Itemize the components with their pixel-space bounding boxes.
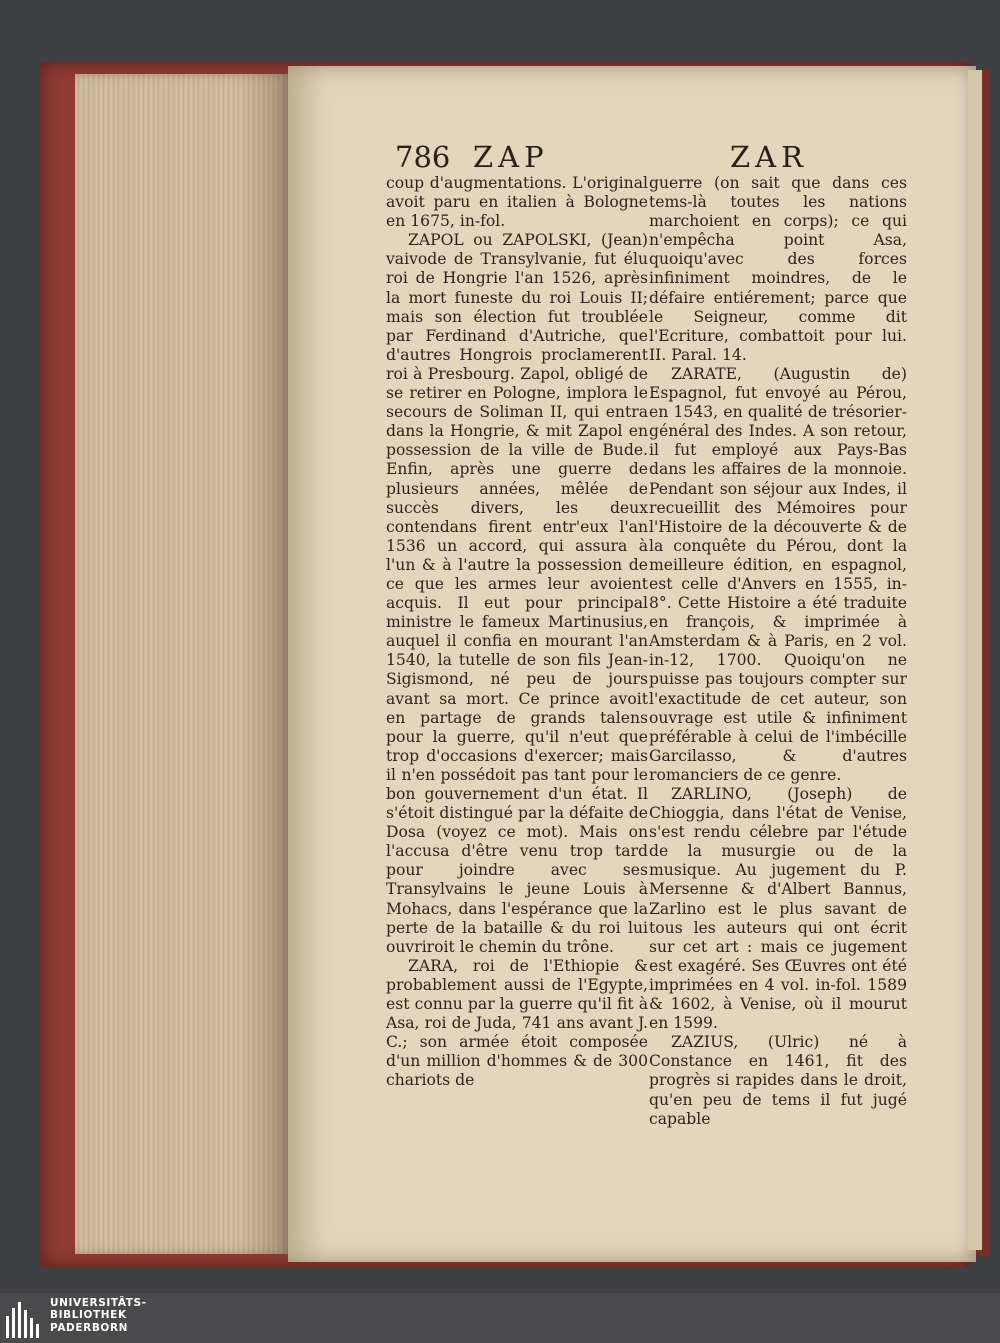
entry-zapol: ZAPOL ou ZAPOLSKI, (Jean) vaivode de Transylvanie, fut élu roi de Hongrie l'an 1526, après la mort funeste du roi Louis II; mais son élection fut troublée par Ferdinand d'Autriche, que d'autres Hongrois proclamerent roi à Presbourg. Zapol, obligé de se retirer en Pologne, implora le secours de Soliman II, qui entra dans la Hongrie, & mit Zapol en possession de la ville de Bude. Enfin, après une guerre de plusieurs années, mêlée de succès divers, les deux contendans firent entr'eux l'an 1536 un accord, qui assura à l'un & à l'autre la possession de ce que les armes leur avoient acquis. Il eut pour principal ministre le fameux Martinusius, auquel il confia en mourant l'an 1540, la tutelle de son fils Jean-Sigismond, né peu de jours avant sa mort. Ce prince avoit en partage de grands talens pour la guerre, qu'il n'eut que trop d'occasions d'exercer; mais il n'en possédoit pas tant pour le bon gouvernement d'un état. Il s'étoit distingué par la défaite de Dosa (voyez ce mot). Mais on l'accusa d'être venu trop tard pour joindre avec ses Transylvains le jeune Louis à Mohacs, dans l'espérance que la perte de la bataille & du roi lui ouvriroit le chemin du trône. [386, 231, 648, 956]
page-gutter-shadow [240, 74, 290, 1254]
logo-line-1: UNIVERSITÄTS- [50, 1297, 147, 1309]
entry-zarate: ZARATE, (Augustin de) Espagnol, fut envoyé au Pérou, en 1543, en qualité de trésorier-général des Indes. A son retour, il fut employé aux Pays-Bas dans les affaires de la monnoie. Pendant son séjour aux Indes, il recueillit des Mémoires pour l'Histoire de la découverte & de la conquête du Pérou, dont la meilleure édition, en espagnol, est celle d'Anvers en 1555, in-8°. Cette Histoire a été traduite en françois, & imprimée à Amsterdam & à Paris, en 2 vol. in-12, 1700. Quoiqu'on ne puisse pas toujours compter sur l'exactitude de cet auteur, son ouvrage est utile & infiniment préférable à celui de l'imbécille Garcilasso, & d'autres romanciers de ce genre. [649, 364, 907, 784]
page-number: 786 [395, 140, 451, 174]
next-page-edge [968, 70, 982, 1250]
logo-line-3: PADERBORN [50, 1321, 129, 1334]
header-left-word: ZAP [473, 140, 549, 174]
entry-zarlino: ZARLINO, (Joseph) de Chioggia, dans l'état de Venise, s'est rendu célebre par l'étude de la musurgie ou de la musique. Au jugement du P. Mersenne & d'Albert Bannus, Zarlino est le plus savant de tous les auteurs qui ont écrit sur cet art : mais ce jugement est exagéré. Ses Œuvres ont été imprimées en 4 vol. in-fol. 1589 & 1602, à Venise, où il mourut en 1599. [649, 785, 907, 1033]
text-column-right [649, 174, 907, 1129]
paragraph: coup d'augmentations. L'original avoit paru en italien à Bologne en 1675, in-fol. [386, 174, 648, 231]
entry-zazius: ZAZIUS, (Ulric) né à Constance en 1461, fit des progrès si rapides dans le droit, qu'en peu de tems il fut jugé capable [649, 1033, 907, 1128]
header-right-word: ZAR [730, 140, 808, 174]
entry-zara: ZARA, roi de l'Ethiopie & probablement aussi de l'Egypte, est connu par la guerre qu'il fit à Asa, roi de Juda, 741 ans avant J. C.; son armée étoit composée d'un million d'hommes & de 300 chariots de [386, 956, 648, 1090]
text-column-left [386, 174, 648, 1091]
paragraph: guerre (on sait que dans ces tems-là toutes les nations marchoient en corps); ce qui n'empêcha point Asa, quoiqu'avec des forces infiniment moindres, de le défaire entiérement; parce que le Seigneur, comme dit l'Ecriture, combattoit pour lui. II. Paral. 14. [649, 174, 907, 364]
library-footer [0, 1293, 1000, 1343]
logo-line-2: BIBLIOTHEK [50, 1309, 127, 1322]
library-logo-text [50, 1297, 147, 1334]
library-logo-icon [6, 1300, 42, 1338]
